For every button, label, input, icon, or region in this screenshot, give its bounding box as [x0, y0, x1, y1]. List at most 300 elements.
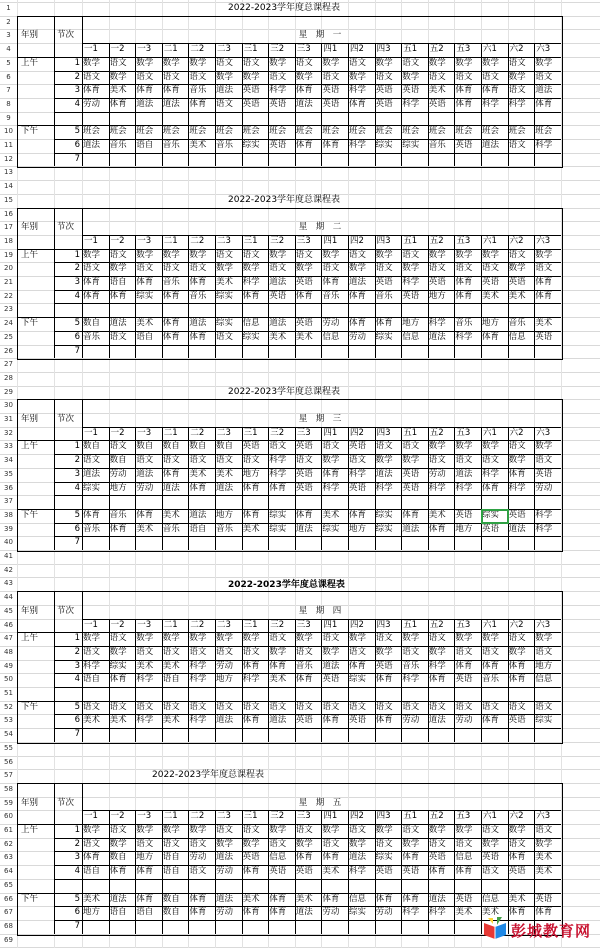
subject-cell[interactable]: 劳动 [428, 468, 446, 479]
subject-cell[interactable]: 数学 [295, 263, 313, 274]
row-number[interactable]: 6 [6, 72, 11, 81]
row-number[interactable]: 13 [4, 168, 13, 177]
subject-cell[interactable]: 体育 [402, 893, 420, 904]
subject-cell[interactable]: 数学 [375, 825, 393, 835]
subject-cell[interactable]: 数学 [295, 71, 313, 82]
subject-cell[interactable]: 体育 [295, 140, 313, 150]
subject-cell[interactable]: 数学 [375, 249, 393, 260]
subject-cell[interactable]: 语文 [269, 263, 287, 274]
subject-cell[interactable]: 科学 [269, 455, 287, 466]
subject-cell[interactable]: 体育 [322, 277, 340, 287]
subject-cell[interactable]: 体育 [269, 893, 287, 904]
subject-cell[interactable]: 数自 [109, 852, 127, 863]
subject-cell[interactable]: 语文 [508, 441, 526, 452]
subject-cell[interactable]: 体育 [242, 509, 260, 520]
row-number[interactable]: 57 [4, 771, 13, 780]
row-number[interactable]: 36 [4, 483, 13, 492]
subject-cell[interactable]: 音乐 [216, 523, 234, 534]
subject-cell[interactable]: 语文 [535, 455, 553, 466]
subject-cell[interactable]: 英语 [242, 852, 260, 863]
row-number[interactable]: 20 [4, 264, 13, 273]
subject-cell[interactable]: 数学 [216, 838, 234, 849]
subject-cell[interactable]: 体育 [109, 290, 127, 301]
subject-cell[interactable]: 体育 [349, 98, 367, 109]
subject-cell[interactable]: 道法 [322, 660, 340, 671]
subject-cell[interactable]: 科学 [535, 509, 553, 520]
row-number[interactable]: 42 [4, 565, 13, 574]
subject-cell[interactable]: 音乐 [428, 140, 446, 150]
subject-cell[interactable]: 语文 [83, 701, 101, 712]
subject-cell[interactable]: 综实 [242, 331, 260, 342]
row-number[interactable]: 63 [4, 853, 13, 862]
subject-cell[interactable]: 数学 [162, 633, 180, 644]
subject-cell[interactable]: 美术 [83, 715, 101, 726]
subject-cell[interactable]: 数自 [162, 441, 180, 452]
subject-cell[interactable]: 音乐 [162, 277, 180, 287]
subject-cell[interactable]: 数学 [428, 57, 446, 68]
subject-cell[interactable]: 数学 [216, 263, 234, 274]
subject-cell[interactable]: 语文 [109, 825, 127, 835]
subject-cell[interactable]: 劳动 [455, 715, 473, 726]
subject-cell[interactable]: 英语 [295, 866, 313, 877]
subject-cell[interactable]: 班会 [455, 126, 473, 137]
subject-cell[interactable]: 数学 [482, 57, 500, 68]
subject-cell[interactable]: 班会 [508, 126, 526, 137]
subject-cell[interactable]: 科学 [428, 907, 446, 918]
subject-cell[interactable]: 体育 [269, 482, 287, 493]
subject-cell[interactable]: 劳动 [136, 482, 154, 493]
subject-cell[interactable]: 班会 [109, 126, 127, 137]
subject-cell[interactable]: 数学 [375, 646, 393, 657]
subject-cell[interactable]: 地方 [428, 290, 446, 301]
subject-cell[interactable]: 数学 [162, 249, 180, 260]
subject-cell[interactable]: 音乐 [322, 290, 340, 301]
subject-cell[interactable]: 班会 [162, 126, 180, 137]
subject-cell[interactable]: 数学 [242, 263, 260, 274]
subject-cell[interactable]: 数学 [242, 633, 260, 644]
subject-cell[interactable]: 语文 [375, 701, 393, 712]
subject-cell[interactable]: 数学 [349, 263, 367, 274]
subject-cell[interactable]: 综实 [242, 140, 260, 150]
row-number[interactable]: 38 [4, 510, 13, 519]
subject-cell[interactable]: 体育 [455, 290, 473, 301]
row-number[interactable]: 9 [6, 113, 11, 122]
subject-cell[interactable]: 道法 [216, 852, 234, 863]
subject-cell[interactable]: 语文 [375, 441, 393, 452]
row-number[interactable]: 53 [4, 716, 13, 725]
subject-cell[interactable]: 体育 [242, 660, 260, 671]
subject-cell[interactable]: 道法 [535, 85, 553, 96]
subject-cell[interactable]: 道法 [216, 482, 234, 493]
subject-cell[interactable]: 道法 [83, 140, 101, 150]
subject-cell[interactable]: 地方 [455, 523, 473, 534]
subject-cell[interactable]: 数学 [83, 57, 101, 68]
row-number[interactable]: 39 [4, 524, 13, 533]
subject-cell[interactable]: 班会 [189, 126, 207, 137]
subject-cell[interactable]: 英语 [535, 468, 553, 479]
subject-cell[interactable]: 音乐 [83, 331, 101, 342]
subject-cell[interactable]: 体育 [295, 852, 313, 863]
subject-cell[interactable]: 语文 [216, 98, 234, 109]
subject-cell[interactable]: 班会 [535, 126, 553, 137]
subject-cell[interactable]: 音乐 [189, 85, 207, 96]
subject-cell[interactable]: 美术 [216, 277, 234, 287]
subject-cell[interactable]: 科学 [402, 277, 420, 287]
subject-cell[interactable]: 体育 [295, 85, 313, 96]
subject-cell[interactable]: 美术 [136, 523, 154, 534]
subject-cell[interactable]: 综实 [269, 523, 287, 534]
subject-cell[interactable]: 语文 [136, 455, 154, 466]
row-number[interactable]: 50 [4, 675, 13, 684]
subject-cell[interactable]: 美术 [136, 318, 154, 329]
subject-cell[interactable]: 语自 [162, 674, 180, 685]
subject-cell[interactable]: 体育 [322, 852, 340, 863]
subject-cell[interactable]: 语文 [349, 646, 367, 657]
subject-cell[interactable]: 道法 [162, 98, 180, 109]
subject-cell[interactable]: 语文 [216, 57, 234, 68]
subject-cell[interactable]: 体育 [508, 674, 526, 685]
subject-cell[interactable]: 体育 [349, 660, 367, 671]
row-number[interactable]: 14 [4, 182, 13, 191]
row-number[interactable]: 18 [4, 236, 13, 245]
subject-cell[interactable]: 语文 [295, 57, 313, 68]
subject-cell[interactable]: 数学 [535, 249, 553, 260]
subject-cell[interactable]: 语文 [162, 71, 180, 82]
subject-cell[interactable]: 道法 [136, 468, 154, 479]
subject-cell[interactable]: 体育 [189, 893, 207, 904]
subject-cell[interactable]: 地方 [83, 907, 101, 918]
subject-cell[interactable]: 数自 [162, 893, 180, 904]
subject-cell[interactable]: 音乐 [482, 674, 500, 685]
subject-cell[interactable]: 语文 [242, 455, 260, 466]
subject-cell[interactable]: 数学 [242, 838, 260, 849]
subject-cell[interactable]: 美术 [455, 907, 473, 918]
row-number[interactable]: 15 [4, 195, 13, 204]
subject-cell[interactable]: 英语 [375, 277, 393, 287]
subject-cell[interactable]: 体育 [295, 509, 313, 520]
subject-cell[interactable]: 体育 [189, 331, 207, 342]
subject-cell[interactable]: 地方 [535, 660, 553, 671]
subject-cell[interactable]: 语文 [242, 249, 260, 260]
subject-cell[interactable]: 语文 [535, 646, 553, 657]
subject-cell[interactable]: 体育 [242, 482, 260, 493]
subject-cell[interactable]: 体育 [508, 907, 526, 918]
subject-cell[interactable]: 科学 [428, 660, 446, 671]
subject-cell[interactable]: 体育 [242, 290, 260, 301]
subject-cell[interactable]: 美术 [535, 866, 553, 877]
subject-cell[interactable]: 劳动 [349, 331, 367, 342]
subject-cell[interactable]: 美术 [242, 523, 260, 534]
subject-cell[interactable]: 信息 [322, 331, 340, 342]
subject-cell[interactable]: 班会 [375, 126, 393, 137]
subject-cell[interactable]: 英语 [482, 852, 500, 863]
subject-cell[interactable]: 美术 [189, 140, 207, 150]
subject-cell[interactable]: 体育 [402, 509, 420, 520]
row-number[interactable]: 34 [4, 456, 13, 465]
row-number[interactable]: 47 [4, 634, 13, 643]
subject-cell[interactable]: 数学 [455, 249, 473, 260]
subject-cell[interactable]: 语文 [535, 71, 553, 82]
subject-cell[interactable]: 数学 [269, 249, 287, 260]
subject-cell[interactable]: 科学 [242, 277, 260, 287]
subject-cell[interactable]: 美术 [428, 509, 446, 520]
subject-cell[interactable]: 英语 [322, 98, 340, 109]
subject-cell[interactable]: 语文 [242, 701, 260, 712]
subject-cell[interactable]: 语自 [162, 852, 180, 863]
subject-cell[interactable]: 英语 [375, 98, 393, 109]
subject-cell[interactable]: 科学 [269, 468, 287, 479]
subject-cell[interactable]: 劳动 [375, 907, 393, 918]
subject-cell[interactable]: 体育 [189, 907, 207, 918]
subject-cell[interactable]: 美术 [535, 852, 553, 863]
subject-cell[interactable]: 劳动 [216, 660, 234, 671]
subject-cell[interactable]: 数学 [402, 71, 420, 82]
subject-cell[interactable]: 综实 [269, 509, 287, 520]
subject-cell[interactable]: 英语 [295, 482, 313, 493]
subject-cell[interactable]: 综实 [349, 674, 367, 685]
subject-cell[interactable]: 语文 [375, 263, 393, 274]
row-number[interactable]: 54 [4, 730, 13, 739]
subject-cell[interactable]: 数学 [455, 441, 473, 452]
subject-cell[interactable]: 英语 [295, 715, 313, 726]
subject-cell[interactable]: 体育 [508, 468, 526, 479]
subject-cell[interactable]: 科学 [83, 660, 101, 671]
subject-cell[interactable]: 语文 [428, 263, 446, 274]
row-number[interactable]: 16 [4, 209, 13, 218]
subject-cell[interactable]: 语文 [109, 633, 127, 644]
subject-cell[interactable]: 数学 [508, 646, 526, 657]
subject-cell[interactable]: 语文 [295, 249, 313, 260]
row-number[interactable]: 56 [4, 757, 13, 766]
subject-cell[interactable]: 体育 [482, 660, 500, 671]
subject-cell[interactable]: 地方 [216, 509, 234, 520]
subject-cell[interactable]: 体育 [109, 866, 127, 877]
subject-cell[interactable]: 综实 [216, 318, 234, 329]
subject-cell[interactable]: 数学 [482, 249, 500, 260]
subject-cell[interactable]: 数学 [295, 838, 313, 849]
subject-cell[interactable]: 体育 [136, 509, 154, 520]
subject-cell[interactable]: 劳动 [402, 715, 420, 726]
subject-cell[interactable]: 体育 [109, 523, 127, 534]
subject-cell[interactable]: 劳动 [83, 98, 101, 109]
subject-cell[interactable]: 语文 [162, 646, 180, 657]
subject-cell[interactable]: 体育 [455, 277, 473, 287]
subject-cell[interactable]: 英语 [269, 98, 287, 109]
subject-cell[interactable]: 音乐 [162, 523, 180, 534]
subject-cell[interactable]: 语文 [349, 249, 367, 260]
subject-cell[interactable]: 体育 [295, 674, 313, 685]
subject-cell[interactable]: 劳动 [322, 907, 340, 918]
row-number[interactable]: 31 [4, 415, 13, 423]
subject-cell[interactable]: 体育 [242, 715, 260, 726]
subject-cell[interactable]: 英语 [508, 715, 526, 726]
subject-cell[interactable]: 科学 [455, 482, 473, 493]
subject-cell[interactable]: 信息 [482, 893, 500, 904]
subject-cell[interactable]: 语文 [295, 701, 313, 712]
subject-cell[interactable]: 英语 [269, 290, 287, 301]
subject-cell[interactable]: 道法 [269, 277, 287, 287]
subject-cell[interactable]: 美术 [162, 715, 180, 726]
subject-cell[interactable]: 语自 [189, 523, 207, 534]
subject-cell[interactable]: 道法 [508, 523, 526, 534]
subject-cell[interactable]: 语文 [482, 263, 500, 274]
subject-cell[interactable]: 数学 [402, 455, 420, 466]
row-number[interactable]: 61 [4, 826, 13, 834]
subject-cell[interactable]: 语文 [349, 455, 367, 466]
row-number[interactable]: 59 [4, 798, 13, 807]
subject-cell[interactable]: 语文 [455, 838, 473, 849]
subject-cell[interactable]: 语文 [322, 633, 340, 644]
subject-cell[interactable]: 英语 [402, 866, 420, 877]
subject-cell[interactable]: 数学 [242, 71, 260, 82]
row-number[interactable]: 55 [4, 743, 13, 752]
subject-cell[interactable]: 英语 [402, 468, 420, 479]
subject-cell[interactable]: 语文 [189, 838, 207, 849]
subject-cell[interactable]: 信息 [349, 893, 367, 904]
subject-cell[interactable]: 英语 [349, 715, 367, 726]
subject-cell[interactable]: 体育 [428, 866, 446, 877]
subject-cell[interactable]: 语文 [482, 646, 500, 657]
subject-cell[interactable]: 语文 [216, 701, 234, 712]
subject-cell[interactable]: 体育 [295, 290, 313, 301]
subject-cell[interactable]: 科学 [375, 482, 393, 493]
subject-cell[interactable]: 语文 [349, 57, 367, 68]
subject-cell[interactable]: 语文 [455, 701, 473, 712]
subject-cell[interactable]: 数学 [428, 646, 446, 657]
row-number[interactable]: 2 [6, 17, 11, 26]
subject-cell[interactable]: 体育 [349, 318, 367, 329]
subject-cell[interactable]: 语文 [269, 838, 287, 849]
subject-cell[interactable]: 语自 [109, 277, 127, 287]
subject-cell[interactable]: 语文 [402, 441, 420, 452]
subject-cell[interactable]: 语文 [402, 249, 420, 260]
subject-cell[interactable]: 道法 [216, 85, 234, 96]
subject-cell[interactable]: 体育 [269, 660, 287, 671]
subject-cell[interactable]: 数学 [535, 57, 553, 68]
subject-cell[interactable]: 数学 [109, 263, 127, 274]
subject-cell[interactable]: 语文 [322, 263, 340, 274]
row-number[interactable]: 67 [4, 908, 13, 917]
subject-cell[interactable]: 体育 [482, 85, 500, 96]
subject-cell[interactable]: 语文 [189, 866, 207, 877]
subject-cell[interactable]: 数学 [322, 249, 340, 260]
subject-cell[interactable]: 语文 [455, 455, 473, 466]
subject-cell[interactable]: 语文 [83, 263, 101, 274]
row-number[interactable]: 46 [4, 620, 13, 629]
subject-cell[interactable]: 地方 [402, 318, 420, 329]
subject-cell[interactable]: 英语 [295, 441, 313, 452]
subject-cell[interactable]: 体育 [136, 277, 154, 287]
subject-cell[interactable]: 语自 [136, 331, 154, 342]
subject-cell[interactable]: 语文 [375, 633, 393, 644]
row-number[interactable]: 1 [6, 4, 11, 12]
row-number[interactable]: 23 [4, 305, 13, 314]
subject-cell[interactable]: 语文 [482, 866, 500, 877]
subject-cell[interactable]: 数学 [269, 57, 287, 68]
row-number[interactable]: 10 [4, 127, 13, 136]
subject-cell[interactable]: 科学 [189, 715, 207, 726]
subject-cell[interactable]: 体育 [189, 482, 207, 493]
row-number[interactable]: 43 [4, 579, 13, 588]
subject-cell[interactable]: 语文 [109, 701, 127, 712]
row-number[interactable]: 8 [6, 99, 11, 108]
subject-cell[interactable]: 数学 [508, 455, 526, 466]
subject-cell[interactable]: 科学 [402, 907, 420, 918]
subject-cell[interactable]: 道法 [269, 318, 287, 329]
subject-cell[interactable]: 语文 [482, 455, 500, 466]
subject-cell[interactable]: 体育 [482, 482, 500, 493]
subject-cell[interactable]: 英语 [295, 277, 313, 287]
subject-cell[interactable]: 语文 [482, 701, 500, 712]
subject-cell[interactable]: 美术 [162, 509, 180, 520]
row-number[interactable]: 68 [4, 921, 13, 930]
subject-cell[interactable]: 体育 [83, 509, 101, 520]
subject-cell[interactable]: 体育 [535, 98, 553, 109]
subject-cell[interactable]: 综实 [375, 523, 393, 534]
subject-cell[interactable]: 体育 [508, 660, 526, 671]
subject-cell[interactable]: 体育 [349, 290, 367, 301]
subject-cell[interactable]: 体育 [375, 715, 393, 726]
subject-cell[interactable]: 道法 [83, 468, 101, 479]
subject-cell[interactable]: 劳动 [535, 482, 553, 493]
subject-cell[interactable]: 科学 [189, 660, 207, 671]
subject-cell[interactable]: 语自 [136, 907, 154, 918]
subject-cell[interactable]: 科学 [242, 674, 260, 685]
subject-cell[interactable]: 数自 [83, 318, 101, 329]
subject-cell[interactable]: 信息 [508, 331, 526, 342]
subject-cell[interactable]: 英语 [482, 277, 500, 287]
subject-cell[interactable]: 体育 [508, 852, 526, 863]
row-number[interactable]: 41 [4, 552, 13, 560]
subject-cell[interactable]: 体育 [189, 98, 207, 109]
row-number[interactable]: 40 [4, 538, 13, 547]
subject-cell[interactable]: 体育 [162, 318, 180, 329]
subject-cell[interactable]: 音乐 [295, 660, 313, 671]
subject-cell[interactable]: 信息 [402, 331, 420, 342]
subject-cell[interactable]: 道法 [295, 907, 313, 918]
row-number[interactable]: 22 [4, 291, 13, 300]
subject-cell[interactable]: 数学 [402, 263, 420, 274]
subject-cell[interactable]: 体育 [109, 98, 127, 109]
row-number[interactable]: 33 [4, 442, 13, 451]
subject-cell[interactable]: 数学 [162, 57, 180, 68]
subject-cell[interactable]: 语文 [83, 646, 101, 657]
subject-cell[interactable]: 数学 [83, 249, 101, 260]
subject-cell[interactable]: 语文 [375, 838, 393, 849]
row-number[interactable]: 27 [4, 360, 13, 369]
subject-cell[interactable]: 语文 [136, 838, 154, 849]
subject-cell[interactable]: 美术 [322, 866, 340, 877]
subject-cell[interactable]: 英语 [349, 482, 367, 493]
subject-cell[interactable]: 科学 [349, 140, 367, 150]
subject-cell[interactable]: 综实 [83, 482, 101, 493]
subject-cell[interactable]: 数学 [508, 71, 526, 82]
subject-cell[interactable]: 数学 [216, 71, 234, 82]
subject-cell[interactable]: 体育 [136, 85, 154, 96]
subject-cell[interactable]: 语文 [402, 825, 420, 835]
subject-cell[interactable]: 体育 [349, 509, 367, 520]
row-number[interactable]: 17 [4, 223, 13, 232]
subject-cell[interactable]: 综实 [349, 907, 367, 918]
subject-cell[interactable]: 英语 [455, 674, 473, 685]
subject-cell[interactable]: 语文 [189, 455, 207, 466]
row-number[interactable]: 48 [4, 647, 13, 656]
row-number[interactable]: 5 [6, 58, 11, 67]
subject-cell[interactable]: 体育 [455, 85, 473, 96]
subject-cell[interactable]: 语文 [455, 71, 473, 82]
subject-cell[interactable]: 语文 [83, 455, 101, 466]
subject-cell[interactable]: 语文 [269, 71, 287, 82]
